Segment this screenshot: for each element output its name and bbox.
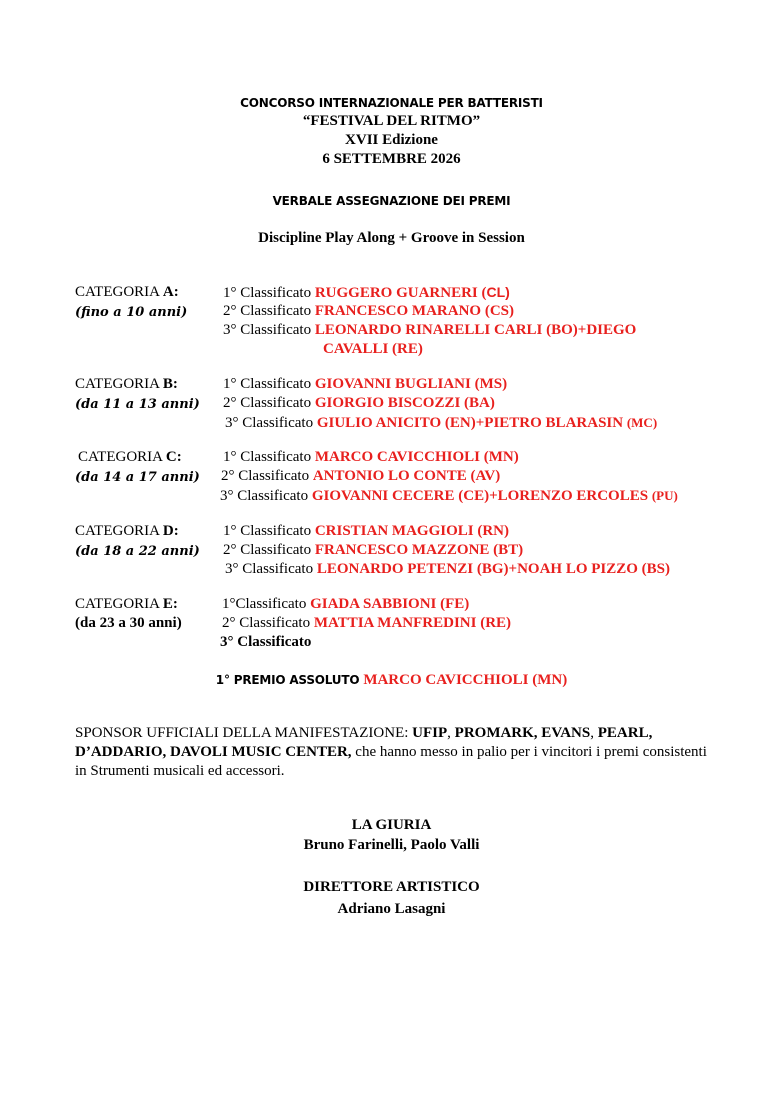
category-a-label [75,283,179,302]
category-a-place-2: 2° Classificato FRANCESCO MARANO (CS) [223,303,514,319]
premio-assoluto-winner: MARCO CAVICCHIOLI (MN) [363,672,568,688]
festival-name: “FESTIVAL DEL RITMO” [302,113,481,129]
category-e-label: CATEGORIA E: [75,596,178,612]
category-label: CATEGORIA [75,284,163,300]
verbale-title: VERBALE ASSEGNAZIONE DEI PREMI [272,194,511,208]
category-a-place-3-continuation: CAVALLI (RE) [323,341,423,357]
category-b-place-1: 1° Classificato GIOVANNI BUGLIANI (MS) [223,376,508,392]
category-b-label: CATEGORIA B: [75,376,178,392]
contest-title: CONCORSO INTERNAZIONALE PER BATTERISTI [240,96,543,110]
sponsor-paragraph: SPONSOR UFFICIALI DELLA MANIFESTAZIONE: UFIP, PROMARK, EVANS, PEARL, D’ADDARIO, DAVOLI MUSIC CENTER, che hanno messo in palio per i vincitori i premi consistenti in Strumenti musicali ed accessori. [75,725,707,779]
category-e-place-3: 3° Classificato [220,634,312,650]
category-d-age: (da 18 a 22 anni) [75,544,200,559]
category-a-place-3: 3° Classificato LEONARDO RINARELLI CARLI (BO)+DIEGO [223,322,637,338]
category-c-place-2: 2° Classificato ANTONIO LO CONTE (AV) [221,468,501,484]
direttore-name: Adriano Lasagni [337,901,446,917]
edition: XVII Edizione [345,132,438,148]
category-a-place-1: 1° Classificato RUGGERO GUARNERI (CL) [223,284,510,301]
category-e-age: (da 23 a 30 anni) [75,615,182,631]
category-a-age: (fino a 10 anni) [75,305,188,320]
discipline: Discipline Play Along + Groove in Session [258,230,525,246]
category-c-place-1: 1° Classificato MARCO CAVICCHIOLI (MN) [223,449,519,465]
date: 6 SETTEMBRE 2026 [322,151,461,167]
category-d-place-3: 3° Classificato LEONARDO PETENZI (BG)+NOAH LO PIZZO (BS) [225,561,671,577]
direttore-title: DIRETTORE ARTISTICO [303,879,480,895]
category-e-place-2: 2° Classificato MATTIA MANFREDINI (RE) [222,615,512,631]
category-b-age: (da 11 a 13 anni) [75,397,200,412]
giuria-names: Bruno Farinelli, Paolo Valli [303,837,480,853]
category-d-label: CATEGORIA D: [75,523,179,539]
category-c-label: CATEGORIA C: [78,449,182,465]
category-d-place-2: 2° Classificato FRANCESCO MAZZONE (BT) [223,542,524,558]
giuria-title: LA GIURIA [351,817,432,833]
category-d-place-1: 1° Classificato CRISTIAN MAGGIOLI (RN) [223,523,510,539]
category-c-place-3: 3° Classificato GIOVANNI CECERE (CE)+LORENZO ERCOLES (PU) [220,488,678,504]
category-e-place-1: 1°Classificato GIADA SABBIONI (FE) [222,596,470,612]
premio-assoluto [0,671,783,690]
category-letter: A: [162,284,179,300]
category-b-place-2: 2° Classificato GIORGIO BISCOZZI (BA) [223,395,495,411]
category-b-place-3: 3° Classificato GIULIO ANICITO (EN)+PIETRO BLARASIN (MC) [225,415,658,431]
category-c-age: (da 14 a 17 anni) [75,470,200,485]
premio-assoluto-label: 1° PREMIO ASSOLUTO [215,673,364,687]
